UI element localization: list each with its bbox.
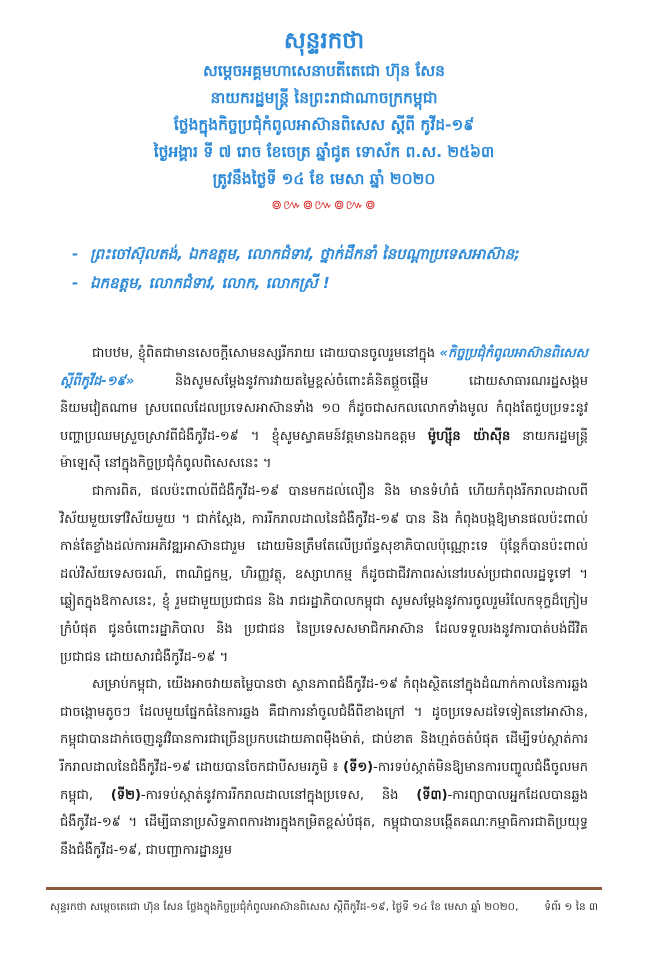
salutations	[72, 240, 592, 298]
speaker-name: សម្តេចអគ្គមហាសេនាបតីតេជោ ហ៊ុន សែន	[202, 62, 445, 80]
solar-date: ត្រូវនឹងថ្ងៃទី ១៤ ខែ មេសា ឆ្នាំ ២០២០	[212, 170, 436, 188]
salutation-item	[72, 240, 592, 269]
bullet-dash: -	[72, 274, 79, 292]
salutation-item	[72, 269, 592, 298]
speech-title: សុន្ទរកថា	[283, 28, 365, 54]
salutation-text: ព្រះចៅស៊ុលតង់, ឯកឧត្តម, លោកជំទាវ, ថ្នាក់ដឹកនាំ នៃបណ្តាប្រទេសអាស៊ាន;	[90, 245, 521, 263]
lunar-date: ថ្ងៃអង្គារ ទី ៧ រោច ខែចេត្រ ឆ្នាំជូត ទោស័ក ព.ស. ២៥៦៣	[153, 143, 495, 161]
text-run: សម្រាប់កម្ពុជា, យើងអាចវាយតម្លៃបានថា ស្ថានភាពជំងឺកូវីដ-១៩ កំពុងស្ថិតនៅក្នុងដំណាក់កាលនៃការឆ្លងជាចង្កោមតូចៗ ដែលមួយផ្នែកធំនៃការឆ្លង គឺជាការនាំចូលជំងឺពីខាងក្រៅ ។ ដូចប្រទេសដទៃទៀតនៅអាស៊ាន, កម្ពុជាបានដាក់ចេញនូវវិធានការជាច្រើនប្រកបដោយភាពម៉ឺងម៉ាត់, ជាប់ខាត និងហ្មត់ចត់បំផុត ដើម្បីទប់ស្កាត់ការរីករាលដាលនៃជំងឺកូវីដ-១៩ ដោយបានចែកជាបីសមរភូមិ ៖	[60, 677, 588, 775]
event-title-quote: «កិច្ចប្រជុំកំពូលអាស៊ានពិសេស ស្តីពីកូវីដ-១៩»	[60, 346, 588, 389]
speech-body	[60, 340, 588, 864]
text-run: ជាបឋម, ខ្ញុំពិតជាមានសេចក្តីសោមនស្សរីករាយ ដោយបានចូលរួមនៅក្នុង	[92, 346, 440, 361]
bullet-dash: -	[72, 245, 79, 263]
salutation-text: ឯកឧត្តម, លោកជំទាវ, លោក, លោកស្រី !	[90, 274, 330, 292]
footer-citation: សុន្ទរកថា សម្តេចតេជោ ហ៊ុន សែន ថ្លែងក្នុងកិច្ចប្រជុំកំពូលអាស៊ានពិសេស ស្តីពីកូវីដ-១៩, ថ្ងៃទី ១៤ ខែ មេសា ឆ្នាំ ២០២០,	[50, 901, 519, 913]
paragraph-2: ជាការពិត, ផលប៉ះពាល់ពីជំងឺកូវីដ-១៩ បានមកដល់លឿន និង មានទំហំធំ ហើយកំពុងរីករាលដាលពីវិស័យមួយទៅវិស័យមួយ ។ ជាក់ស្តែង, ការរីករាលដាលនៃជំងឺកូវីដ-១៩ បាន និង កំពុងបង្កឱ្យមានផលប៉ះពាល់កាន់តែខ្លាំងដល់ការអភិវឌ្ឍអាស៊ានជារួម ដោយមិនត្រឹមតែលើប្រព័ន្ធសុខាភិបាលប៉ុណ្ណោះទេ ប៉ុន្តែក៏បានប៉ះពាល់ដល់វិស័យទេសចរណ៍, ពាណិជ្ជកម្ម, ហិរញ្ញវត្ថុ, ឧស្សាហកម្ម ក៏ដូចជាជីវភាពរស់នៅរបស់ប្រជាពលរដ្ឋទូទៅ ។ ឆ្លៀតក្នុងឱកាសនេះ, ខ្ញុំ រួមជាមួយប្រជាជន និង រាជរដ្ឋាភិបាលកម្ពុជា សូមសម្តែងនូវការចូលរួមរំលែកទុក្ខដ៏ក្រៀមក្រំបំផុត ជូនចំពោះរដ្ឋាភិបាល និង ប្រជាជន នៃប្រទេសសមាជិកអាស៊ាន ដែលទទួលរងនូវការបាត់បង់ជីវិតប្រជាជន ដោយសារជំងឺកូវីដ-១៩ ។	[60, 483, 588, 665]
footer-rule	[46, 887, 602, 890]
text-run: នាយករដ្ឋមន្ត្រីម៉ាឡេស៊ី នៅក្នុងកិច្ចប្រជុំកំពូលពិសេសនេះ ។	[60, 428, 588, 472]
page-footer	[50, 898, 598, 916]
front-marker-2: (ទី២)	[110, 787, 141, 803]
speaker-position: នាយករដ្ឋមន្ត្រី នៃព្រះរាជាណាចក្រកម្ពុជា	[210, 89, 438, 107]
guest-name: ម៉ូហ្ស៊ីន យ៉ាស៊ីន	[427, 428, 511, 444]
front-marker-1: (ទី១)	[343, 759, 374, 775]
speech-header	[40, 24, 608, 217]
page-number: ទំព័រ ១ នៃ ៣	[544, 901, 598, 913]
paragraph-1	[60, 340, 588, 478]
text-run: និងសូមសម្តែងនូវការវាយតម្លៃខ្ពស់ចំពោះគំនិតផ្តួចផ្តើម ដោយសាធារណរដ្ឋសង្គមនិយមវៀតណាម ស្របពេលដែលប្រទេសអាស៊ានទាំង ១០ ក៏ដូចជាសកលលោកទាំងមូល កំពុងតែជួបប្រទះនូវបញ្ហាប្រឈមស្រួចស្រាវពីជំងឺកូវីដ-១៩ ។ ខ្ញុំសូមស្វាគមន៍វត្តមានឯកឧត្តម	[60, 373, 588, 444]
front-marker-3: (ទី៣)	[416, 787, 448, 803]
ornament-divider: ៙៚៙៚៙៚៙	[271, 198, 377, 213]
text-run: -ការទប់ស្កាត់នូវការរីករាលដាលនៅក្នុងប្រទេស, និង	[140, 787, 417, 803]
event-name: ថ្លែងក្នុងកិច្ចប្រជុំកំពូលអាស៊ានពិសេស ស្តីពី កូវីដ-១៩	[173, 116, 475, 134]
text-run: -ការទប់ស្កាត់មិនឱ្យមានការបញ្ចូលជំងឺចូលមកកម្ពុជា,	[60, 759, 588, 803]
text-run: -ការព្យាបាលអ្នកដែលបានឆ្លងជំងឺកូវីដ-១៩ ។ ដើម្បីធានាប្រសិទ្ធភាពការងារក្នុងកម្រិតខ្ពស់បំផុត, កម្ពុជាបានបង្កើតគណៈកម្មាធិការជាតិប្រយុទ្ធនឹងជំងឺកូវីដ-១៩, ជាបញ្ជាការដ្ឋានរួម	[60, 787, 588, 858]
paragraph-3	[60, 671, 588, 864]
